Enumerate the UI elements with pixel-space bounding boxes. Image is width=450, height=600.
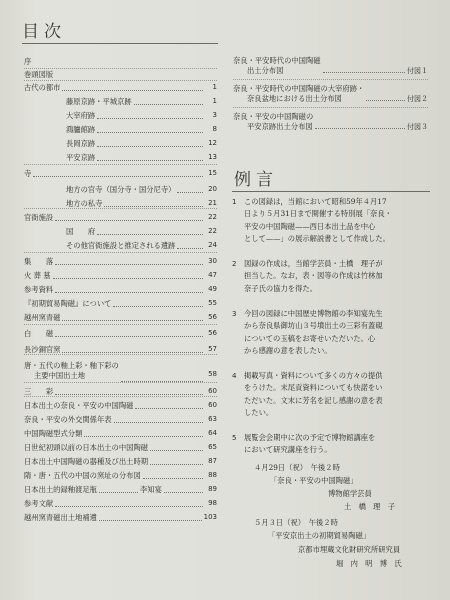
toc-entry-label: 白 磁 [24,329,54,338]
toc-entry-label: 大宰府跡 [66,111,96,120]
toc-page-number: 21 [208,199,217,207]
toc-page-number: 1 [212,83,217,91]
toc-entry [24,470,217,481]
toc-page-number: 64 [208,429,217,437]
toc-leader-dots [177,247,203,249]
toc-entry-label: 日本出土中国陶磁の器種及び出土時期 [24,457,149,466]
toc-leader-dots [150,449,203,451]
toc-entry-label: 鴻臚館跡 [66,125,96,134]
toc-fold-out-label-line: 平安京跡出土分布図 [247,122,313,131]
reigen-note [232,308,432,358]
toc-fold-out-label-line: 奈良・平安時代の中国陶磁の大宰府跡・ [233,84,365,93]
toc-page-number: 47 [208,271,217,279]
toc-page-number: 12 [208,139,217,147]
toc-leader-dots [55,219,203,221]
toc-entry-label: 官衙施設 [24,213,54,222]
toc-separator [233,79,428,80]
toc-fold-out-number: 付図１ [407,67,428,75]
reigen-note [232,432,432,457]
toc-page-number: 89 [208,485,218,493]
toc-leader-dots [134,103,203,105]
schedule-speaker-1: 土 橋 理 子 [344,502,396,511]
toc-entry-label: 参考文献 [24,499,54,508]
reigen-note-line: 図録の作成は，当館学芸員・土橋 理子が [244,259,383,268]
toc-entry [24,184,217,195]
schedule-talk-2: 「平安京出土の初期貿易陶磁」 [268,531,371,540]
toc-page-number: 20 [208,185,217,193]
toc-page-number: 1 [212,97,217,105]
reigen-note [232,196,432,246]
toc-leader-dots [62,351,203,353]
reigen-note-body [244,196,432,246]
toc-entry [24,328,217,339]
toc-leader-dots [97,233,203,235]
reigen-note-line: から奈良県御坊山３号墳出土の三彩有蓋硯 [244,321,383,331]
toc-leader-dots [62,319,203,321]
toc-entry [24,298,217,309]
toc-entry-label: 三 彩 [24,387,54,396]
toc-page-number: 8 [212,125,217,133]
toc-leader-dots [366,99,405,101]
toc-entry-label: 巻頭図版 [24,70,54,79]
toc-entry-label: 国 府 [66,227,96,236]
reigen-note-line: から感謝の意を表したい。 [244,346,332,356]
toc-entry-label: 日本出土的録釉渡足瓶 [24,485,97,494]
toc-page-number: 103 [203,513,217,521]
toc-leader-dots [99,519,202,521]
toc-fold-out-entry [233,56,428,76]
reigen-note-number: 3 [232,310,237,318]
toc-entry-label [24,361,119,380]
reigen-title: 例言 [234,170,278,190]
toc-entry [24,344,217,355]
toc-entry [24,110,217,121]
toc-leader-dots [114,421,203,423]
toc-entry [24,152,217,163]
toc-leader-dots [97,145,203,147]
reigen-note-body [244,258,432,295]
toc-fold-out-label [233,56,321,76]
toc-leader-dots [135,407,203,409]
toc-entry-label: 平安京跡 [66,153,96,162]
toc-entry [24,212,217,223]
toc-entry [24,498,217,509]
toc-entry-label: 中国陶磁型式分類 [24,429,83,438]
toc-fold-out-entry [233,84,428,104]
toc-fold-out-number: 付図２ [407,95,428,103]
toc-entry-label: 長沙銅官窯 [24,345,61,354]
reigen-note-line: したい。 [244,408,274,418]
toc-page-number: 3 [212,111,217,119]
reigen-note-line: 奈子氏の協力を得た。 [244,283,317,293]
toc-entry [24,56,217,67]
toc-page-number: 87 [208,457,217,465]
toc-entry-label: 古代の都市 [24,83,61,92]
toc-entry [24,386,217,397]
toc-fold-out-label-line: 出土分布図 [247,66,284,75]
toc-entry [24,168,217,179]
toc-fold-out-label [233,84,364,104]
toc-entry-label: 越州窯青磁 [24,313,61,322]
toc-leader-dots [143,477,203,479]
toc-entry-label: 序 [24,57,32,66]
toc-entry-label-line: 主要中国出土地 [34,370,86,380]
schedule-speaker-2: 堀 内 明 博 氏 [336,559,402,568]
toc-page-number: 63 [208,415,217,423]
reigen-note-line: この図録は，当館において昭和59年４月17 [244,197,387,206]
toc-page-number: 13 [208,153,217,161]
toc-entry-label: 長岡京跡 [66,139,96,148]
toc-entry [24,226,217,237]
toc-separator [24,252,217,254]
toc-page-number: 98 [208,499,217,507]
toc-entry [24,256,217,267]
toc-fold-out-label-line: 奈良・平安時代の中国陶磁 [233,56,321,65]
reigen-note-number: 5 [232,434,237,442]
toc-page-number: 58 [208,370,217,378]
toc-page-number: 22 [208,227,217,235]
schedule-affiliation-2: 京都市埋蔵文化財研究所研究員 [298,545,401,554]
toc-entry [24,69,217,80]
toc-page-number: 22 [208,213,217,221]
toc-entry [24,82,217,93]
toc-entry [24,284,217,295]
toc-page-number: 88 [208,471,217,479]
toc-fold-out-label-line: 奈良盆地における出土分布図 [247,94,342,103]
toc-separator [233,107,428,108]
toc-leader-dots [323,71,405,73]
reigen-title-rule [232,191,430,192]
toc-entry-author: 李知宴 [140,485,162,494]
toc-leader-dots [113,305,203,307]
toc-leader-dots [53,277,203,279]
reigen-note-line: 掲載写真・資料について多くの方々の提供 [244,371,383,380]
toc-entry-label: 地方の官寺（国分寺・国分尼寺） [66,185,176,194]
reigen-note-line: をうけた。末尾貢資料についても快諾をい [244,383,383,393]
toc-leader-dots [315,127,405,129]
reigen-note-line: として——」の展示解説書として作成した。 [244,234,390,244]
toc-page-number: 65 [208,443,217,451]
toc-fold-out-number: 付図３ [407,123,428,131]
toc-entry-label: 越州窯青磁出土地補遺 [24,513,97,522]
toc-leader-dots [97,159,203,161]
toc-fold-out-label-line: 奈良・平安の中国陶磁の [233,112,314,121]
reigen-note-number: 1 [232,198,237,206]
toc-entry-label: 集 落 [24,257,54,266]
toc-leader-dots [104,205,203,207]
toc-title: 目次 [22,22,66,42]
reigen-note-line: 日より５月31日まで開催する特別展「奈良・ [244,209,392,219]
toc-entry-label: 日本出土の奈良・平安の中国陶磁 [24,401,134,410]
toc-page-number: 49 [208,285,217,293]
toc-entry [24,484,217,495]
reigen-note-line: 担当した。なお，表・図等の作成は竹林加 [244,271,383,281]
reigen-note-line: 今回の図録に中国歴史博物館の李知宴先生 [244,309,383,318]
toc-entry-label: 地方の私寺 [66,199,103,208]
toc-entry [24,198,217,209]
toc-entry [24,138,217,149]
toc-page-number: 60 [208,401,217,409]
toc-entry [24,270,217,281]
toc-page-number: 57 [208,345,217,353]
reigen-note-line: において研究講座を行う。 [244,445,332,455]
toc-leader-dots [177,191,203,193]
toc-entry [24,400,217,411]
toc-entry-label: 隋・唐・五代の中国の窯址の分布図 [24,471,141,480]
toc-leader-dots [97,117,203,119]
toc-leader-dots [62,89,203,91]
reigen-note-line: 平安の中国陶磁——西日本出土品を中心 [244,221,376,231]
toc-entry-label: 火 葬 墓 [24,271,51,280]
toc-leader-dots [84,435,203,437]
toc-page-number: 55 [208,299,217,307]
toc-entry-label: 奈良・平安の外交関係年表 [24,415,112,424]
toc-page-number: 60 [208,387,217,395]
toc-entry [24,414,217,425]
toc-fold-out-entry [233,112,428,132]
toc-separator [24,164,217,166]
toc-leader-dots [55,505,203,507]
toc-leader-dots [150,463,203,465]
toc-entry-label: その他官衙施設と推定される遺跡 [66,241,176,250]
schedule-talk-1: 「奈良・平安の中国陶磁」 [270,476,358,485]
toc-entry-label: 寺 [24,169,32,178]
toc-separator [24,382,217,384]
toc-page-number: 56 [208,313,217,321]
toc-entry [24,124,217,135]
reigen-note-number: 4 [232,372,237,380]
reigen-note-line: についての玉稿をお寄せいただいた。心 [244,333,376,343]
toc-entry [24,456,217,467]
toc-entry [24,512,217,523]
toc-page-number: 24 [208,241,217,249]
toc-entry [24,442,217,453]
toc-leader-dots [55,291,203,293]
toc-page-number: 15 [208,169,217,177]
toc-entry-label: 『初期貿易陶磁』について [24,299,112,308]
toc-fold-out-label [233,112,313,132]
toc-entry [24,358,217,380]
toc-entry-label: 藤原京跡・平城京跡 [66,97,132,106]
toc-page-number: 30 [208,257,217,265]
reigen-note-body [244,432,432,457]
reigen-note-body [244,308,432,358]
reigen-note [232,258,432,295]
toc-entry-label: 日世紀初頭以前の日本出土の中国陶磁 [24,443,149,452]
toc-separator [24,324,217,326]
toc-leader-dots [164,491,203,493]
schedule-date-2: ５月３日（祝） 午後２時 [254,518,338,527]
toc-entry [24,96,217,107]
toc-title-rule [22,43,218,44]
reigen-note-number: 2 [232,260,237,268]
toc-leader-dots [97,131,203,133]
toc-page-number: 56 [208,329,217,337]
toc-entry [24,312,217,323]
schedule-date-1: ４月29日（祝） 午後２時 [254,463,340,472]
toc-entry [24,240,217,251]
toc-leader-dots [121,380,203,382]
reigen-note [232,370,432,420]
toc-entry-label: 参考資料 [24,285,54,294]
toc-entry-label-line: 唐・五代の釉上彩・釉下彩の [24,361,119,370]
reigen-note-body [244,370,432,420]
toc-entry [24,428,217,439]
toc-leader-dots [33,175,203,177]
toc-leader-dots [55,263,203,265]
toc-leader-dots [55,393,203,395]
toc-leader-dots [99,491,138,493]
reigen-note-line: 展覧会会期中に次の予定で博物館講座を [244,433,376,442]
toc-leader-dots [55,335,203,337]
reigen-note-line: ただいた。文末に芳名を記し感謝の意を表 [244,395,383,405]
schedule-affiliation-1: 博物館学芸員 [328,489,372,498]
